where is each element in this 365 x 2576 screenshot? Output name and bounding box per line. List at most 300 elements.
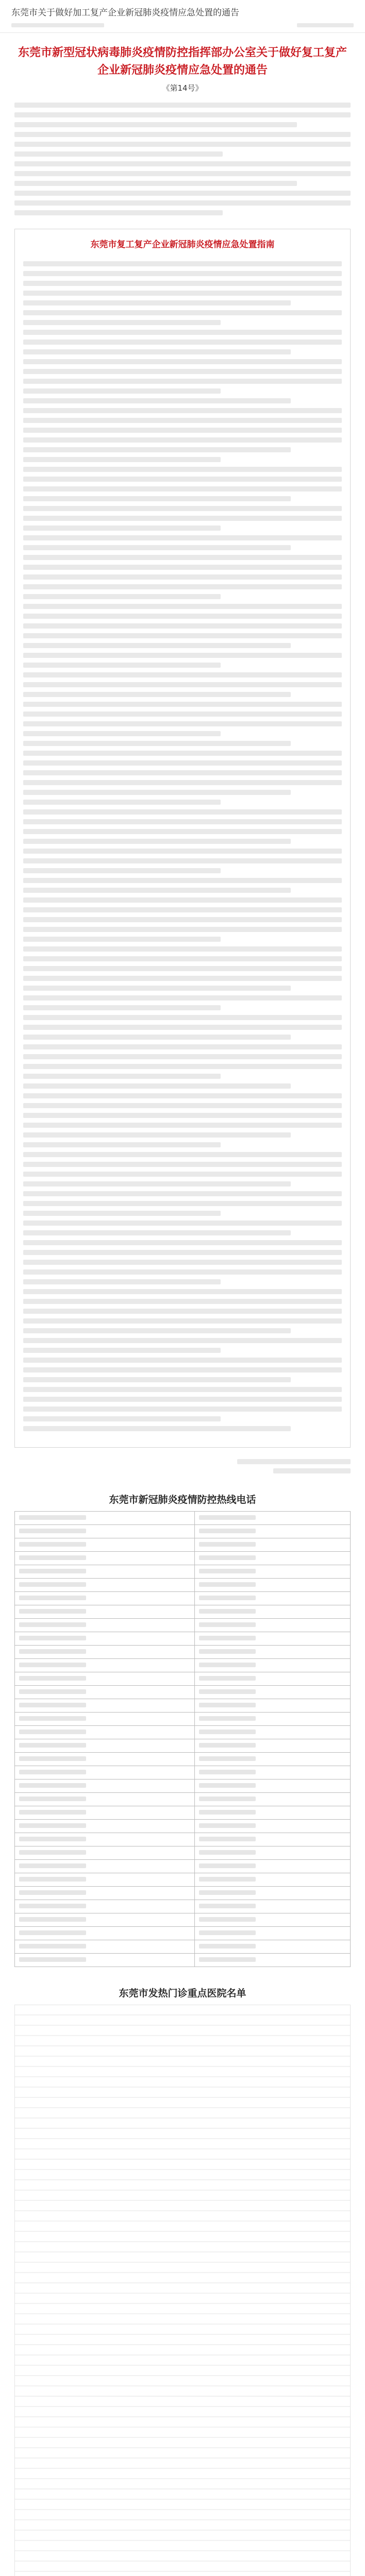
cell-placeholder [19,1783,86,1788]
hotline-cell [15,1605,195,1618]
hotline-cell [15,1953,195,1967]
annex-line [23,1064,342,1069]
cell-placeholder [19,1930,86,1935]
cell-placeholder [199,1703,256,1707]
meta-placeholder-left [11,23,104,27]
annex-line [23,1025,342,1030]
cell-placeholder [199,1944,256,1948]
hotline-grid [14,1511,351,1967]
hotline-cell [195,1565,351,1578]
annex-line [23,1083,291,1089]
annex-line [23,1123,342,1128]
hotline-row [15,1551,351,1565]
annex-line [23,340,342,345]
hotline-cell [195,1699,351,1712]
hotline-cell [195,1538,351,1551]
annex-line [23,1358,342,1363]
cell-placeholder [199,1716,256,1721]
cell-placeholder [199,1636,256,1640]
annex-line [23,1074,221,1079]
hotline-cell [15,1833,195,1846]
hotline-cell [15,1712,195,1725]
annex-line [23,1318,342,1324]
annex-line [23,506,342,511]
annex-line [23,408,342,413]
hotline-row [15,1712,351,1725]
body-line [14,181,297,186]
body-line [14,210,223,215]
hotline-row [15,1511,351,1524]
cell-placeholder [19,1582,86,1587]
annex-line [23,310,342,315]
annex-line [23,398,291,403]
annex-line [23,1103,342,1108]
annex-line [23,623,342,629]
annex-line [23,829,342,834]
annex-line [23,976,342,981]
annex-line [23,927,342,932]
annex-line [23,379,342,384]
body-line [14,132,351,137]
hotline-row [15,1833,351,1846]
hospital-list-placeholder [14,2005,351,2576]
hotline-cell [15,1913,195,1926]
hotline-cell [195,1511,351,1524]
cell-placeholder [19,1957,86,1962]
hotline-cell [15,1578,195,1591]
hotline-cell [195,1886,351,1900]
hotline-row [15,1766,351,1779]
hotline-row [15,1792,351,1806]
annex-line [23,1191,342,1196]
hotline-row [15,1752,351,1766]
cell-placeholder [19,1890,86,1895]
cell-placeholder [199,1904,256,1908]
annex-line [23,1328,291,1333]
meta-placeholder-right [297,23,354,27]
hotline-row [15,1940,351,1953]
annex-line [23,770,342,775]
issue-number: 《第14号》 [162,83,203,93]
cell-placeholder [19,1596,86,1600]
hotline-row [15,1672,351,1685]
hotline-cell [15,1591,195,1605]
article-meta [11,23,354,27]
hotline-cell [195,1859,351,1873]
annex-line [23,447,291,452]
cell-placeholder [19,1515,86,1520]
annex-line [23,946,342,952]
cell-placeholder [199,1783,256,1788]
cell-placeholder [19,1663,86,1667]
annex-line [23,320,221,325]
annex-line [23,1250,342,1255]
annex-line [23,1221,342,1226]
annex-line [23,330,342,335]
annex-line [23,937,221,942]
annex-line [23,1338,342,1343]
annex-line [23,1015,342,1020]
hotline-cell [195,1551,351,1565]
hotline-cell [195,1940,351,1953]
annex-line [23,457,221,462]
hotline-cell [195,1578,351,1591]
cell-placeholder [19,1944,86,1948]
cell-placeholder [19,1917,86,1922]
annex-line [23,1269,342,1275]
hotline-cell [195,1833,351,1846]
cell-placeholder [19,1636,86,1640]
annex-line [23,633,342,638]
annex-line [23,271,342,276]
cell-placeholder [199,1730,256,1734]
annex-line [23,888,291,893]
hotline-row [15,1926,351,1940]
cell-placeholder [199,1582,256,1587]
annex-line [23,300,291,306]
annex-line [23,1113,342,1118]
hotline-row [15,1524,351,1538]
annex-line [23,1044,342,1049]
cell-placeholder [19,1877,86,1882]
hotline-cell [15,1618,195,1632]
annex-line [23,359,342,364]
hotline-row [15,1605,351,1618]
hotline-cell [195,1806,351,1819]
annex-line [23,486,342,492]
annex-line [23,614,342,619]
hotline-row [15,1591,351,1605]
cell-placeholder [19,1770,86,1774]
annex-line [23,1387,342,1392]
hotline-row [15,1565,351,1578]
annex-line [23,291,342,296]
annex-line [23,868,221,873]
annex-title: 东莞市复工复产企业新冠肺炎疫情应急处置指南 [90,240,275,250]
annex-line [23,555,342,560]
annex-line [23,1309,342,1314]
hotline-cell [15,1806,195,1819]
hotline-cell [15,1752,195,1766]
hotline-cell [15,1511,195,1524]
hotline-cell [15,1766,195,1779]
hotline-cell [15,1632,195,1645]
annex-line [23,584,342,589]
hotline-cell [15,1565,195,1578]
annex-line [23,907,342,912]
annex-line [23,839,291,844]
cell-placeholder [199,1569,256,1573]
hotline-row [15,1658,351,1672]
hotline-cell [15,1524,195,1538]
cell-placeholder [19,1703,86,1707]
cell-placeholder [199,1930,256,1935]
body-line [14,191,351,196]
cell-placeholder [199,1542,256,1547]
annex-line [23,1299,342,1304]
hotline-row [15,1779,351,1792]
cell-placeholder [19,1542,86,1547]
annex-line [23,643,291,648]
annex-line [23,1181,291,1187]
cell-placeholder [19,1689,86,1694]
cell-placeholder [19,1555,86,1560]
hotline-cell [195,1900,351,1913]
annex-line [23,672,342,677]
annex-line [23,594,221,599]
body-line [14,112,351,117]
hotline-cell [195,1953,351,1967]
hotline-cell [15,1699,195,1712]
hotline-row [15,1846,351,1859]
cell-placeholder [199,1797,256,1801]
cell-placeholder [199,1555,256,1560]
annex-line [23,956,342,961]
hotline-row [15,1819,351,1833]
hotline-cell [195,1658,351,1672]
cell-placeholder [199,1596,256,1600]
hotline-cell [195,1873,351,1886]
annex-line [23,574,342,580]
annex-line [23,711,342,717]
annex-line [23,1240,342,1245]
cell-placeholder [199,1957,256,1962]
hotline-cell [15,1685,195,1699]
cell-placeholder [199,1622,256,1627]
cell-placeholder [199,1756,256,1761]
hotline-row [15,1685,351,1699]
body-line [14,142,351,147]
annex-line [23,545,291,550]
hotline-cell [195,1591,351,1605]
cell-placeholder [19,1622,86,1627]
hotline-heading: 东莞市新冠肺炎疫情防控热线电话 [109,1494,256,1505]
annex-line [23,1142,221,1147]
annex-line [23,535,342,540]
annex-line [23,1035,291,1040]
annex-body [23,261,342,1431]
hotline-cell [195,1605,351,1618]
hotline-cell [15,1859,195,1873]
cell-placeholder [19,1850,86,1855]
hotline-row [15,1859,351,1873]
cell-placeholder [19,1743,86,1748]
cell-placeholder [19,1837,86,1841]
hotline-cell [15,1725,195,1739]
hotline-row [15,1900,351,1913]
hotline-cell [195,1712,351,1725]
hotline-cell [195,1725,351,1739]
annex-line [23,663,221,668]
cell-placeholder [199,1743,256,1748]
hotline-cell [195,1792,351,1806]
cell-placeholder [199,1649,256,1654]
annex-line [23,878,342,883]
annex-line [23,682,342,687]
hotline-cell [195,1779,351,1792]
annex-line [23,604,342,609]
hotline-row [15,1913,351,1926]
annex-line [23,760,342,766]
notice-body [14,103,351,215]
annex-line [23,1406,342,1412]
annex-line [23,653,342,658]
annex-line [23,741,291,746]
hotline-cell [195,1632,351,1645]
annex-line [23,428,342,433]
cell-placeholder [199,1917,256,1922]
hospital-list [14,2005,351,2576]
annex-line [23,1005,221,1010]
annex-line [23,1230,291,1235]
hospital-heading: 东莞市发热门诊重点医院名单 [119,1987,246,1999]
hotline-cell [195,1752,351,1766]
cell-placeholder [19,1756,86,1761]
hotline-table [14,1511,351,1967]
cell-placeholder [199,1837,256,1841]
cell-placeholder [199,1689,256,1694]
annex-line [23,1054,342,1059]
hotline-cell [195,1766,351,1779]
body-line [14,103,351,108]
notice-document [0,33,365,1473]
cell-placeholder [19,1649,86,1654]
cell-placeholder [199,1676,256,1681]
annex-line [23,1426,291,1431]
cell-placeholder [19,1716,86,1721]
cell-placeholder [199,1863,256,1868]
cell-placeholder [199,1515,256,1520]
annex-line [23,897,342,903]
hotline-cell [195,1819,351,1833]
date-line [273,1468,351,1473]
annex-line [23,858,342,863]
annex-line [23,702,342,707]
annex-line [23,721,342,726]
cell-placeholder [199,1810,256,1815]
annex-line [23,1162,342,1167]
annex-line [23,1377,291,1382]
hotline-cell [15,1792,195,1806]
annex-line [23,477,342,482]
annex-line [23,1201,342,1206]
hotline-cell [15,1538,195,1551]
cell-placeholder [19,1529,86,1533]
annex-line [23,1260,342,1265]
body-line [14,122,297,127]
hotline-cell [195,1846,351,1859]
cell-placeholder [199,1609,256,1614]
annex-line [23,1152,342,1157]
annex-line [23,565,342,570]
annex-line [23,1279,221,1284]
cell-placeholder [199,1850,256,1855]
annex-line [23,1397,342,1402]
hotline-cell [195,1618,351,1632]
annex-line [23,516,342,521]
annex-line [23,917,342,922]
annex-line [23,261,342,266]
hotline-cell [195,1926,351,1940]
annex-line [23,1416,221,1421]
hotline-cell [15,1672,195,1685]
hotline-row [15,1873,351,1886]
article-header [0,0,365,33]
annex-line [23,1289,342,1294]
annex-line [23,819,342,824]
cell-placeholder [19,1797,86,1801]
annex-line [23,1132,291,1138]
annex-line [23,1211,221,1216]
annex-line [23,369,342,374]
annex-line [23,418,342,423]
hotline-row [15,1632,351,1645]
hotline-row [15,1953,351,1967]
hotline-cell [15,1779,195,1792]
cell-placeholder [19,1863,86,1868]
cell-placeholder [199,1877,256,1882]
hotline-row [15,1739,351,1752]
hotline-cell [195,1645,351,1658]
signature-line [237,1459,351,1464]
hotline-cell [15,1658,195,1672]
hotline-cell [195,1913,351,1926]
hotline-row [15,1645,351,1658]
annex-line [23,966,342,971]
cell-placeholder [199,1663,256,1667]
cell-placeholder [19,1609,86,1614]
hotline-cell [195,1685,351,1699]
hotline-cell [195,1739,351,1752]
hotline-cell [15,1900,195,1913]
body-line [14,171,351,176]
annex-line [23,281,342,286]
annex-line [23,526,221,531]
cell-placeholder [19,1904,86,1908]
hotline-row [15,1618,351,1632]
cell-placeholder [199,1823,256,1828]
annex-line [23,349,291,354]
annex-line [23,800,221,805]
cell-placeholder [19,1810,86,1815]
cell-placeholder [199,1890,256,1895]
annex-line [23,467,342,472]
hotline-cell [15,1645,195,1658]
hotline-cell [15,1940,195,1953]
hotline-cell [15,1551,195,1565]
annex-line [23,1367,342,1372]
cell-placeholder [199,1529,256,1533]
hotline-row [15,1725,351,1739]
hotline-cell [15,1873,195,1886]
annex-line [23,995,342,1001]
hotline-cell [195,1524,351,1538]
annex-line [23,388,221,394]
article-title: 东莞市关于做好加工复产企业新冠肺炎疫情应急处置的通告 [11,8,239,18]
hotline-cell [15,1926,195,1940]
hotline-cell [195,1672,351,1685]
hotline-row [15,1699,351,1712]
hotline-cell [15,1846,195,1859]
body-line [14,200,351,206]
annex-line [23,790,291,795]
annex-line [23,496,291,501]
annex-line [23,809,342,815]
cell-placeholder [19,1676,86,1681]
cell-placeholder [19,1569,86,1573]
annex-line [23,1172,342,1177]
hotline-cell [15,1886,195,1900]
